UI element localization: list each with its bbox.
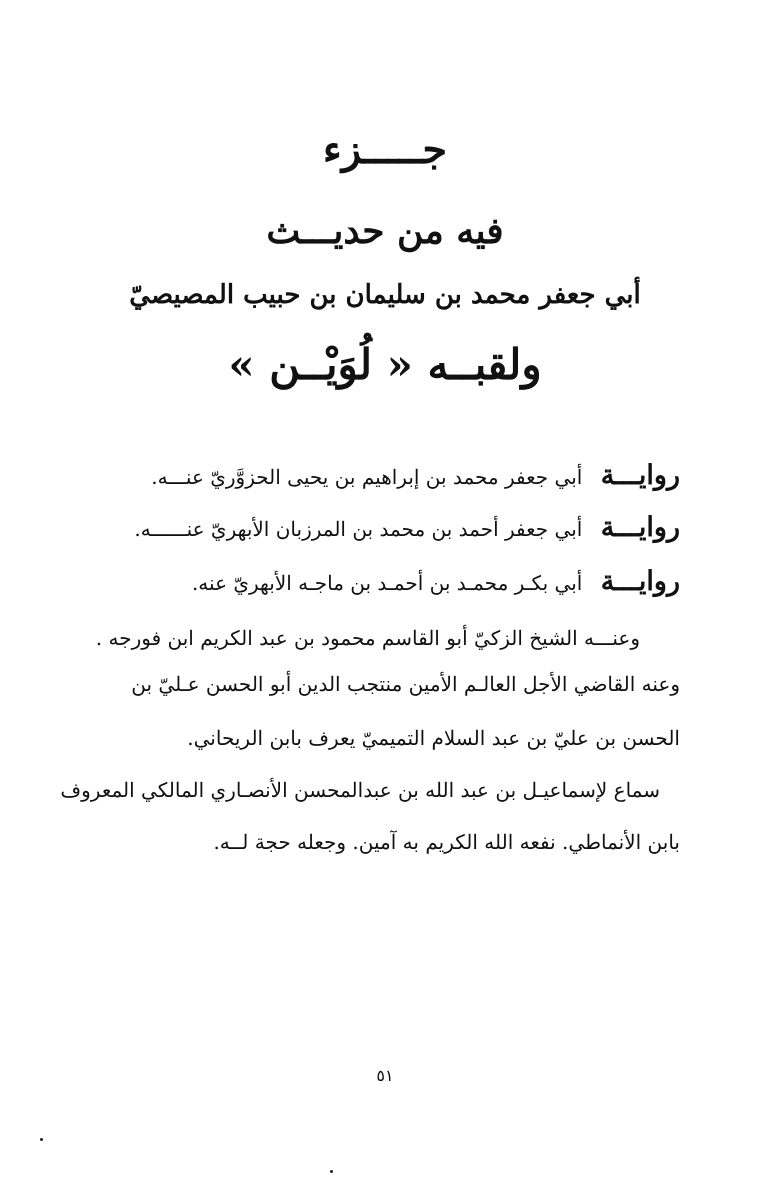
- scan-speck: [330, 1170, 333, 1173]
- laqab-name: « لُوَيْــن »: [228, 340, 413, 389]
- riwaya-label: روايـــة: [600, 566, 680, 597]
- laqab-prefix: ولقبــه: [427, 340, 542, 389]
- page-number: ٥١: [376, 1066, 394, 1085]
- riwaya-label: روايـــة: [600, 460, 680, 491]
- riwaya-text: أبي جعفر محمد بن إبراهيم بن يحيى الحزوَّريّ عنـــه.: [151, 465, 583, 489]
- chain-paragraph-line: بابن الأنماطي. نفعه الله الكريم به آمين. وجعله حجة لــه.: [213, 830, 680, 854]
- riwaya-line: [80, 512, 680, 543]
- author-name: أبي جعفر محمد بن سليمان بن حبيب المصيصيّ: [129, 280, 641, 310]
- laqab-line: [0, 340, 770, 389]
- chain-paragraph-line: الحسن بن عليّ بن عبد السلام التميميّ يعرف بابن الريحاني.: [187, 726, 680, 750]
- riwaya-text: أبي جعفر أحمد بن محمد بن المرزبان الأبهريّ عنــــــه.: [134, 517, 583, 541]
- chain-paragraph-line: سماع لإسماعيـل بن عبد الله بن عبدالمحسن الأنصـاري المالكي المعروف: [60, 778, 660, 802]
- riwaya-text: أبي بكـر محمـد بن أحمـد بن ماجـه الأبهريّ عنه.: [191, 571, 583, 595]
- juz-title: جـــــزء: [322, 126, 448, 173]
- scan-speck: [40, 1138, 43, 1141]
- hadith-subtitle: فيه من حديـــث: [266, 210, 504, 252]
- riwaya-line: [80, 460, 680, 491]
- chain-paragraph-line: وعنه القاضي الأجل العالـم الأمين منتجب الدين أبو الحسن عـليّ بن: [131, 672, 680, 696]
- riwaya-label: روايـــة: [600, 512, 680, 543]
- chain-paragraph-line: وعنـــه الشيخ الزكيّ أبو القاسم محمود بن عبد الكريم ابن فورجه .: [95, 626, 640, 650]
- riwaya-line: [80, 566, 680, 597]
